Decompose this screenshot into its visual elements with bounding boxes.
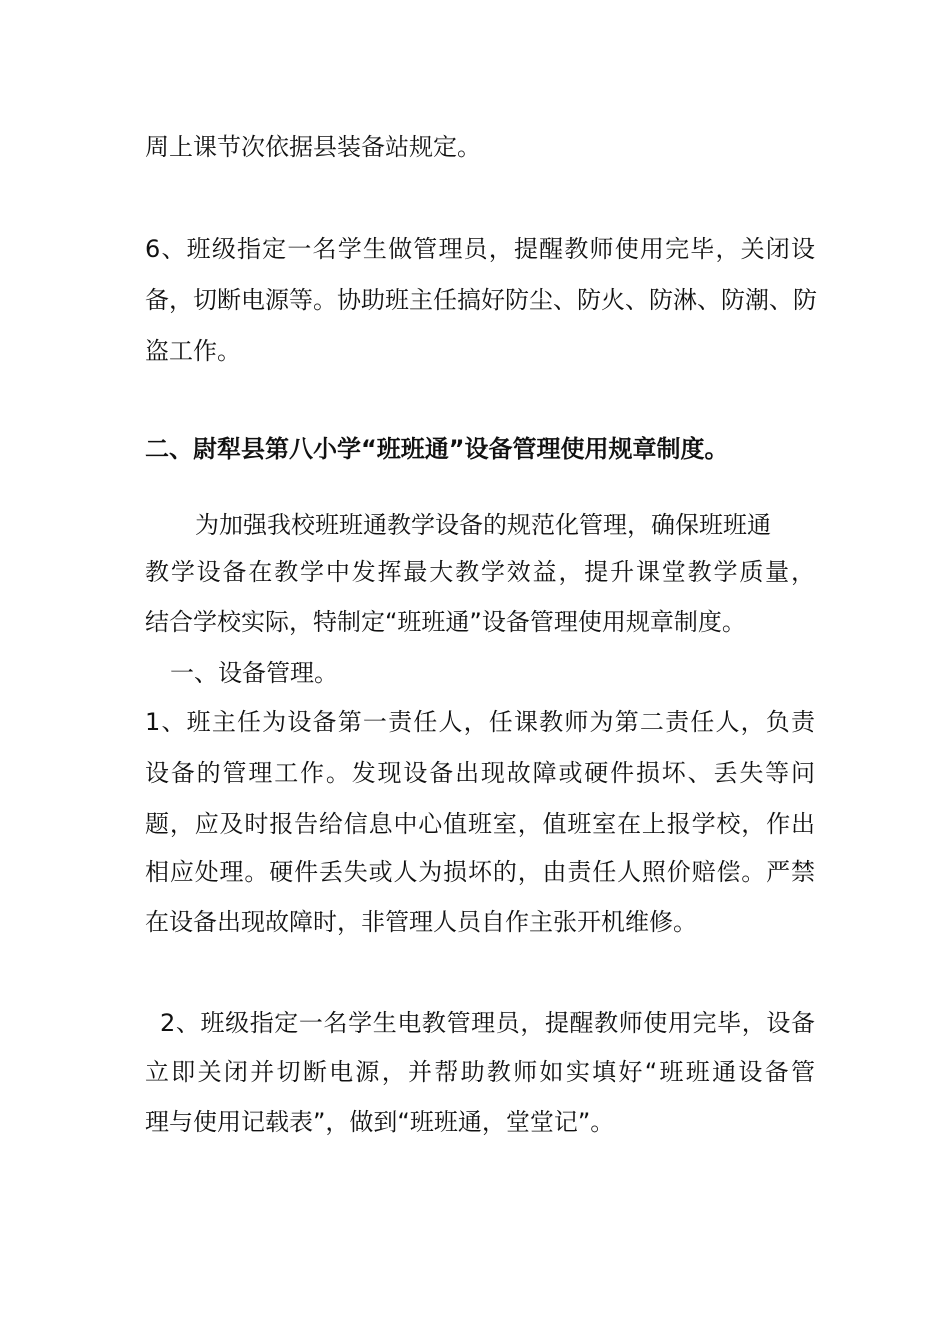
paragraph-line: 盗工作。 <box>145 337 241 365</box>
subsection-heading: 一、设备管理。 <box>170 659 338 687</box>
paragraph-line: 理与使用记载表”，做到“班班通，堂堂记”。 <box>145 1108 615 1136</box>
paragraph-line: 题，应及时报告给信息中心值班室，值班室在上报学校，作出 <box>145 810 815 838</box>
paragraph-line: 结合学校实际，特制定“班班通”设备管理使用规章制度。 <box>145 608 746 636</box>
paragraph-line: 6、班级指定一名学生做管理员，提醒教师使用完毕，关闭设 <box>145 235 815 263</box>
paragraph-line: 备，切断电源等。协助班主任搞好防尘、防火、防淋、防潮、防 <box>145 286 817 314</box>
paragraph-line: 教学设备在教学中发挥最大教学效益，提升课堂教学质量， <box>145 558 815 586</box>
paragraph-line: 设备的管理工作。发现设备出现故障或硬件损坏、丢失等问 <box>145 759 815 787</box>
paragraph-line: 相应处理。硬件丢失或人为损坏的，由责任人照价赔偿。严禁 <box>145 858 815 886</box>
section-heading: 二、尉犁县第八小学“班班通”设备管理使用规章制度。 <box>145 435 729 463</box>
paragraph-line: 为加强我校班班通教学设备的规范化管理，确保班班通 <box>195 511 771 539</box>
paragraph-line: 2、班级指定一名学生电教管理员，提醒教师使用完毕，设备 <box>160 1009 815 1037</box>
paragraph-line: 周上课节次依据县装备站规定。 <box>145 133 481 161</box>
paragraph-line: 立即关闭并切断电源，并帮助教师如实填好“班班通设备管 <box>145 1058 815 1086</box>
paragraph-line: 在设备出现故障时，非管理人员自作主张开机维修。 <box>145 908 697 936</box>
paragraph-line: 1、班主任为设备第一责任人，任课教师为第二责任人，负责 <box>145 708 815 736</box>
